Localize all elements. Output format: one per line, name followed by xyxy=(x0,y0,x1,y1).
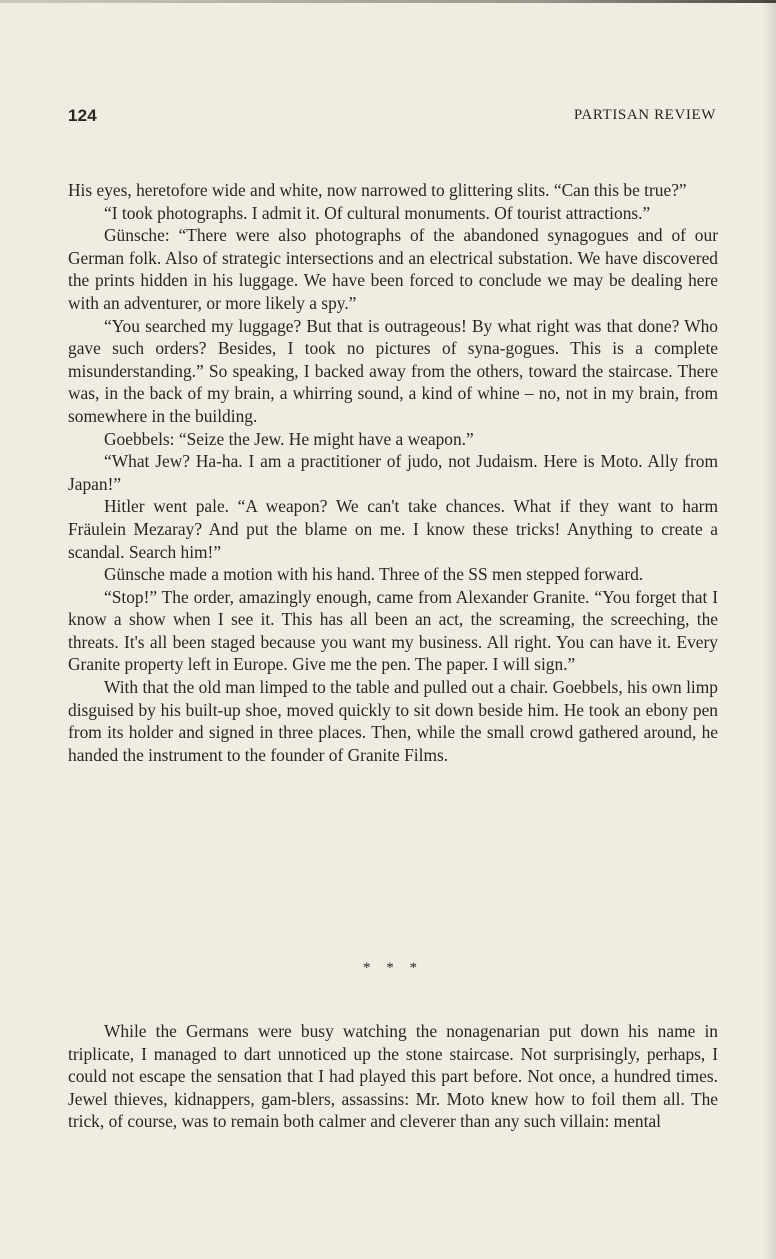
paragraph: His eyes, heretofore wide and white, now narrowed to glittering slits. “Can this be true?” xyxy=(68,180,687,200)
paragraph: Günsche made a motion with his hand. Three of the SS men stepped forward. xyxy=(104,564,644,585)
body-text xyxy=(68,179,718,766)
page-header xyxy=(68,106,716,130)
paragraph: While the Germans were busy watching the nonagenarian put down his name in triplicate, I managed to dart unnoticed up the stone staircase. Not surprisingly, perhaps, I could not escape the sensation that I had played this part before. Not once, a hundred times. Jewel thieves, kidnappers, gam-blers, assassins: Mr. Moto knew how to foil them all. The trick, of course, was to remain both calmer and cleverer than any such villain: mental xyxy=(68,1021,718,1132)
paragraph: Günsche: “There were also photographs of the abandoned synagogues and of our German folk. Also of strategic intersections and an electrical substation. We have discovered the prints hidden in his luggage. We have been forced to conclude we may be dealing here with an adventurer, or more likely a spy.” xyxy=(68,225,718,313)
paragraph: “Stop!” The order, amazingly enough, came from Alexander Granite. “You forget that I know a show when I see it. This has all been an act, the screaming, the screeching, the threats. It's all been staged because you want my business. All right. You can have it. Every Granite property left in Europe. Give me the pen. The paper. I will sign.” xyxy=(68,586,718,675)
spine-shadow xyxy=(762,0,776,1259)
body-text-after-break xyxy=(68,1020,718,1133)
paragraph: “You searched my luggage? But that is outrageous! By what right was that done? Who gave such orders? Besides, I took no pictures of syna-gogues. This is a complete misunderstanding.” So speaking, I backed away from the others, toward the staircase. There was, in the back of my brain, a whirring sound, a kind of whine – no, not in my brain, from somewhere in the building. xyxy=(68,315,718,426)
paragraph: Goebbels: “Seize the Jew. He might have a weapon.” xyxy=(104,428,474,449)
paragraph: With that the old man limped to the table and pulled out a chair. Goebbels, his own limp disguised by his built-up shoe, moved quickly to sit down beside him. He took an ebony pen from its holder and signed in three places. Then, while the small crowd gathered around, he handed the instrument to the founder of Granite Films. xyxy=(68,677,718,765)
running-head: PARTISAN REVIEW xyxy=(573,107,716,123)
page-top-edge xyxy=(0,0,776,3)
paragraph: “I took photographs. I admit it. Of cultural monuments. Of tourist attractions.” xyxy=(104,202,651,223)
page-number: 124 xyxy=(68,106,97,125)
paragraph: Hitler went pale. “A weapon? We can't take chances. What if they want to harm Fräulein Mezaray? And put the blame on me. I know these tricks! Anything to create a scandal. Search him!” xyxy=(68,496,718,562)
paragraph: “What Jew? Ha-ha. I am a practitioner of judo, not Judaism. Here is Moto. Ally from Japan!” xyxy=(68,451,718,494)
section-break: * * * xyxy=(363,960,423,976)
